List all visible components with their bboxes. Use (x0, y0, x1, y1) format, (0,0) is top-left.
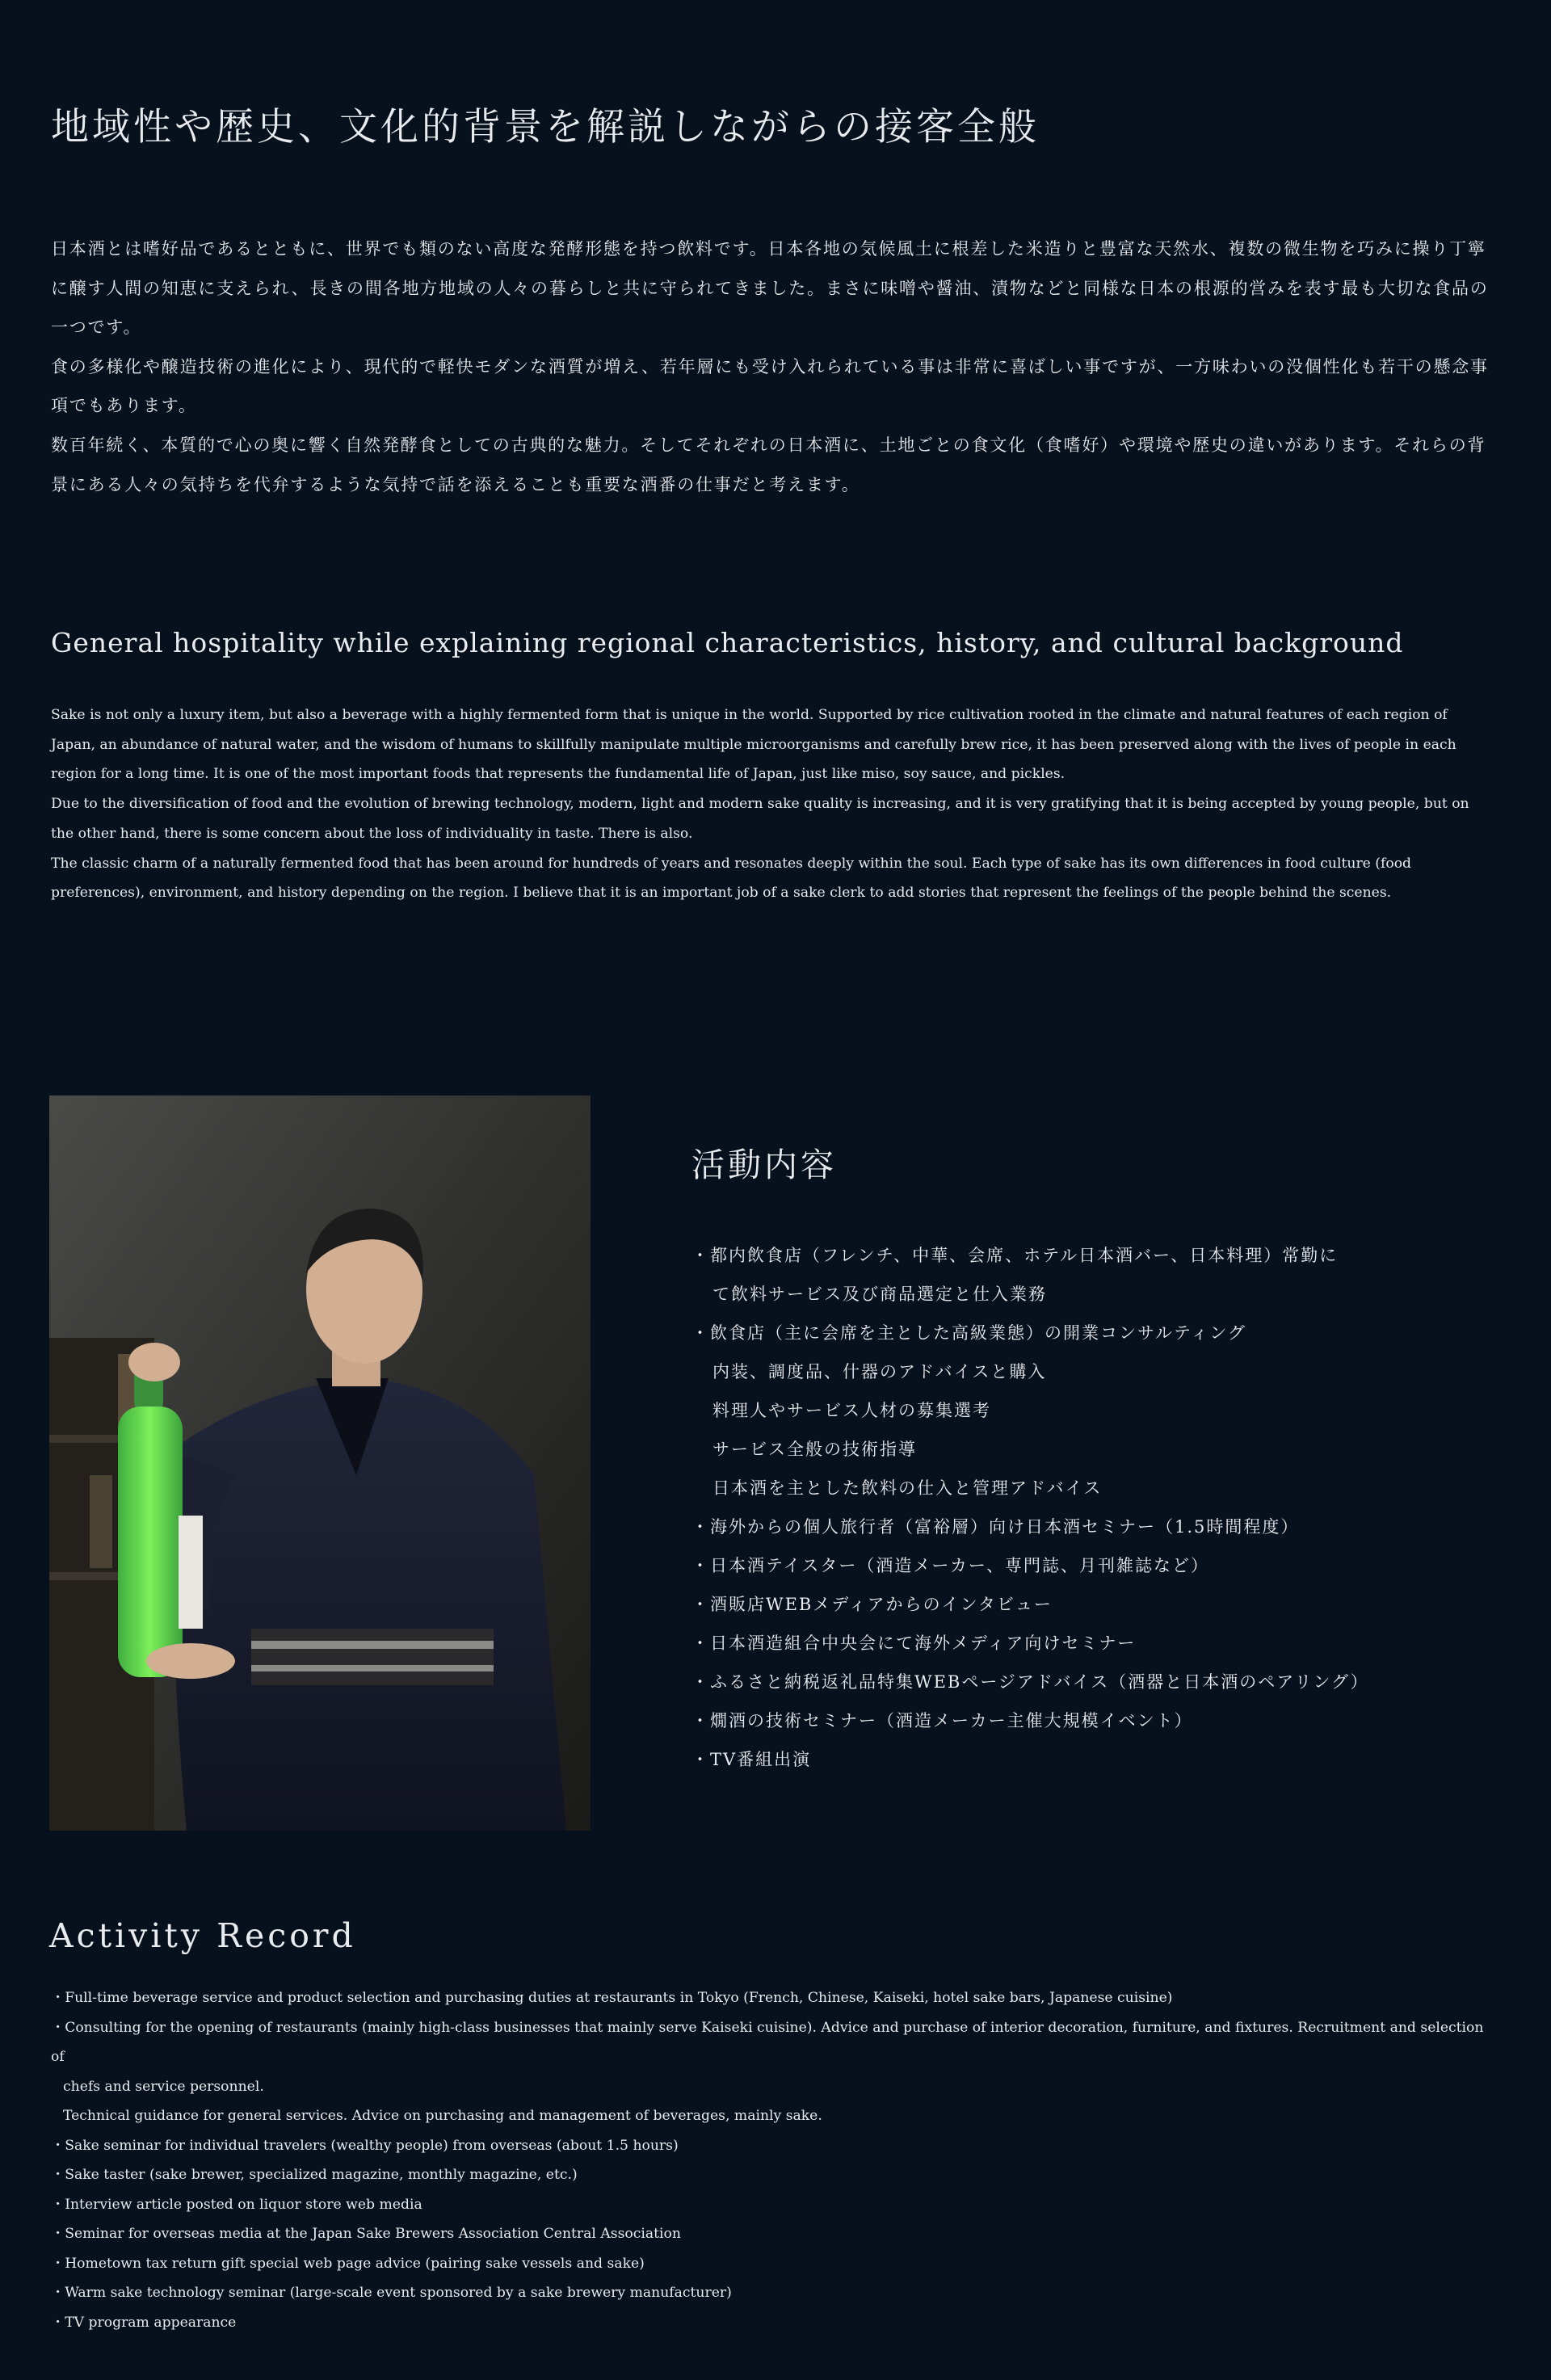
list-item: ・Seminar for overseas media at the Japan Sake Brewers Association Central Association (51, 2226, 681, 2242)
list-item: ・TV番組出演 (691, 1750, 812, 1769)
jp-section-title: 地域性や歴史、文化的背景を解説しながらの接客全般 (51, 105, 1040, 149)
list-item: chefs and service personnel. (63, 2078, 264, 2095)
list-item: ・海外からの個人旅行者（富裕層）向け日本酒セミナー（1.5時間程度） (691, 1517, 1300, 1537)
activities-jp-list (691, 1236, 1369, 1779)
list-item: ・都内飲食店（フレンチ、中華、会席、ホテル日本酒バー、日本料理）常勤に (691, 1246, 1339, 1265)
list-item: ・日本酒テイスター（酒造メーカー、専門誌、月刊雑誌など） (691, 1556, 1210, 1575)
list-item: サービス全般の技術指導 (712, 1440, 917, 1459)
list-item: ・Sake taster (sake brewer, specialized magazine, monthly magazine, etc.) (51, 2167, 578, 2183)
list-item: ・Warm sake technology seminar (large-scale event sponsored by a sake brewery manufacturer) (51, 2285, 732, 2301)
list-item: 料理人やサービス人材の募集選考 (712, 1401, 991, 1420)
list-item: ・Sake seminar for individual travelers (wealthy people) from overseas (about 1.5 hours) (51, 2137, 679, 2154)
list-item: ・飲食店（主に会席を主とした高級業態）の開業コンサルティング (691, 1323, 1246, 1343)
list-item: ・Hometown tax return gift special web page advice (pairing sake vessels and sake) (51, 2255, 645, 2272)
list-item: 日本酒を主とした飲料の仕入と管理アドバイス (712, 1478, 1103, 1498)
jp-paragraph: 食の多様化や醸造技術の進化により、現代的で軽快モダンな酒質が増え、若年層にも受け入れられている事は非常に喜ばしい事ですが、一方味わいの没個性化も若干の懸念事項でもあります。 (51, 356, 1489, 416)
list-item: ・酒販店WEBメディアからのインタビュー (691, 1595, 1053, 1614)
list-item: ・Consulting for the opening of restaurants (mainly high-class businesses that mainly serve Kaiseki cuisine). Advice and purchase of interior decoration, furniture, and fixtures. Recruitment and selection of (51, 2019, 1484, 2065)
en-paragraph: Sake is not only a luxury item, but also a beverage with a highly fermented form that is unique in the world. Supported by rice cultivation rooted in the climate and natural features of each region of Japan, an abundance of natural water, and the wisdom of humans to skillfully manipulate multiple microorganisms and carefully brew rice, it has been preserved along with the lives of people in each region for a long time. It is one of the most important foods that represents the fundamental life of Japan, just like miso, soy sauce, and pickles. (51, 707, 1456, 783)
list-item: ・燗酒の技術セミナー（酒造メーカー主催大規模イベント） (691, 1711, 1193, 1730)
list-item: ・日本酒造組合中央会にて海外メディア向けセミナー (691, 1634, 1137, 1653)
portrait-illustration (49, 1095, 591, 1831)
jp-section-body (51, 229, 1493, 504)
list-item: て飲料サービス及び商品選定と仕入業務 (712, 1285, 1047, 1304)
en-section-body (51, 700, 1493, 908)
list-item: Technical guidance for general services. Advice on purchasing and management of beverages, mainly sake. (63, 2108, 822, 2124)
en-paragraph: The classic charm of a naturally fermented food that has been around for hundreds of years and resonates deeply within the soul. Each type of sake has its own differences in food culture (food preferences), environment, and history depending on the region. I believe that it is an important job of a sake clerk to add stories that represent the feelings of the people behind the scenes. (51, 855, 1412, 902)
jp-paragraph: 数百年続く、本質的で心の奥に響く自然発酵食としての古典的な魅力。そしてそれぞれの日本酒に、土地ごとの食文化（食嗜好）や環境や歴史の違いがあります。それらの背景にある人々の気持ちを代弁するような気持で話を添えることも重要な酒番の仕事だと考えます。 (51, 435, 1486, 494)
list-item: ・Interview article posted on liquor store web media (51, 2196, 422, 2213)
activities-en-list (51, 1983, 1489, 2337)
jp-paragraph: 日本酒とは嗜好品であるとともに、世界でも類のない高度な発酵形態を持つ飲料です。日本各地の気候風土に根差した米造りと豊富な天然水、複数の微生物を巧みに操り丁寧に醸す人間の知恵に支えられ、長きの間各地方地域の人々の暮らしと共に守られてきました。まさに味噌や醤油、漬物などと同様な日本の根源的営みを表す最も大切な食品の一つです。 (51, 239, 1489, 338)
en-paragraph: Due to the diversification of food and the evolution of brewing technology, modern, light and modern sake quality is increasing, and it is very gratifying that it is being accepted by young people, but on the other hand, there is some concern about the loss of individuality in taste. There is also. (51, 796, 1469, 842)
list-item: 内装、調度品、什器のアドバイスと購入 (712, 1362, 1047, 1381)
en-section-title: General hospitality while explaining regional characteristics, history, and cultural background (51, 627, 1404, 658)
activities-jp-title: 活動内容 (691, 1146, 837, 1184)
list-item: ・TV program appearance (51, 2314, 237, 2331)
list-item: ・ふるさと納税返礼品特集WEBページアドバイス（酒器と日本酒のペアリング） (691, 1672, 1369, 1692)
list-item: ・Full-time beverage service and product selection and purchasing duties at restaurants in Tokyo (French, Chinese, Kaiseki, hotel sake bars, Japanese cuisine) (51, 1990, 1173, 2006)
portrait-photo (49, 1095, 591, 1831)
activities-en-title: Activity Record (49, 1916, 356, 1955)
